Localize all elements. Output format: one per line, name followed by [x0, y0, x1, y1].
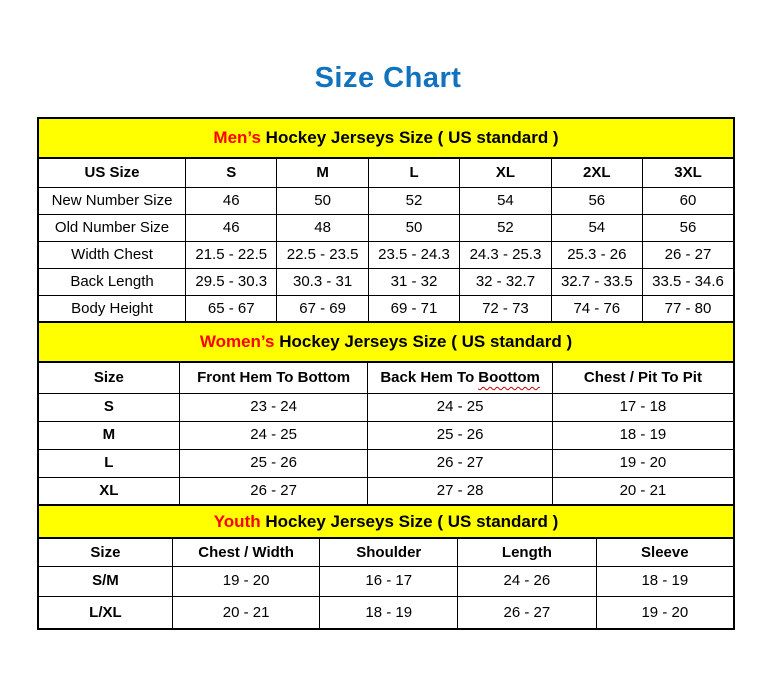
row-label: New Number Size — [38, 187, 186, 214]
table-row — [38, 449, 734, 477]
cell: 30.3 - 31 — [277, 268, 368, 295]
column-header-misspelled — [368, 362, 552, 393]
table-row — [38, 268, 734, 295]
table-row — [38, 393, 734, 421]
youth-section-title — [38, 505, 734, 538]
cell: 50 — [368, 214, 459, 241]
cell: 52 — [460, 214, 551, 241]
mens-column-header-row — [38, 158, 734, 187]
mens-title-accent: Men’s — [213, 128, 261, 148]
cell: 56 — [551, 187, 642, 214]
column-header: L — [368, 158, 459, 187]
cell: 20 - 21 — [172, 596, 320, 629]
womens-section-title — [38, 322, 734, 362]
page-title: Size Chart — [314, 62, 462, 94]
row-label: M — [38, 421, 179, 449]
mens-section-title — [38, 118, 734, 158]
mens-section-header — [38, 118, 734, 158]
cell: 54 — [460, 187, 551, 214]
row-label: S/M — [38, 566, 172, 596]
column-header: S — [186, 158, 277, 187]
column-header: XL — [460, 158, 551, 187]
youth-title-rest: Hockey Jerseys Size ( US standard ) — [260, 511, 559, 531]
cell: 26 - 27 — [179, 477, 368, 505]
cell: 26 - 27 — [368, 449, 552, 477]
tables-container — [37, 117, 735, 630]
table-row — [38, 477, 734, 505]
cell: 24 - 25 — [368, 393, 552, 421]
cell: 56 — [643, 214, 735, 241]
youth-size-table — [37, 504, 735, 630]
row-label: Back Length — [38, 268, 186, 295]
womens-column-header-row — [38, 362, 734, 393]
cell: 52 — [368, 187, 459, 214]
cell: 65 - 67 — [186, 295, 277, 322]
cell: 19 - 20 — [596, 596, 734, 629]
row-label: L/XL — [38, 596, 172, 629]
cell: 24 - 26 — [458, 566, 597, 596]
row-label: Width Chest — [38, 241, 186, 268]
cell: 23 - 24 — [179, 393, 368, 421]
cell: 24.3 - 25.3 — [460, 241, 551, 268]
cell: 19 - 20 — [172, 566, 320, 596]
cell: 23.5 - 24.3 — [368, 241, 459, 268]
column-header: US Size — [38, 158, 186, 187]
cell: 25 - 26 — [179, 449, 368, 477]
cell: 16 - 17 — [320, 566, 458, 596]
cell: 22.5 - 23.5 — [277, 241, 368, 268]
mens-title-rest: Hockey Jerseys Size ( US standard ) — [260, 128, 559, 148]
cell: 48 — [277, 214, 368, 241]
womens-section-header — [38, 322, 734, 362]
cell: 33.5 - 34.6 — [643, 268, 735, 295]
table-row — [38, 214, 734, 241]
cell: 32.7 - 33.5 — [551, 268, 642, 295]
cell: 29.5 - 30.3 — [186, 268, 277, 295]
cell: 67 - 69 — [277, 295, 368, 322]
cell: 32 - 32.7 — [460, 268, 551, 295]
cell: 54 — [551, 214, 642, 241]
row-label: S — [38, 393, 179, 421]
column-header: 2XL — [551, 158, 642, 187]
column-header: Chest / Width — [172, 538, 320, 566]
cell: 17 - 18 — [552, 393, 734, 421]
youth-column-header-row — [38, 538, 734, 566]
cell: 25 - 26 — [368, 421, 552, 449]
youth-title-accent: Youth — [213, 511, 261, 531]
back-hem-prefix: Back Hem To — [380, 369, 475, 387]
cell: 21.5 - 22.5 — [186, 241, 277, 268]
cell: 25.3 - 26 — [551, 241, 642, 268]
cell: 26 - 27 — [458, 596, 597, 629]
cell: 46 — [186, 187, 277, 214]
table-row — [38, 596, 734, 629]
column-header: Length — [458, 538, 597, 566]
cell: 77 - 80 — [643, 295, 735, 322]
mens-size-table — [37, 117, 735, 323]
cell: 18 - 19 — [596, 566, 734, 596]
row-label: Old Number Size — [38, 214, 186, 241]
cell: 26 - 27 — [643, 241, 735, 268]
cell: 46 — [186, 214, 277, 241]
column-header: M — [277, 158, 368, 187]
row-label: Body Height — [38, 295, 186, 322]
column-header: Chest / Pit To Pit — [552, 362, 734, 393]
column-header: Sleeve — [596, 538, 734, 566]
table-row — [38, 295, 734, 322]
column-header: 3XL — [643, 158, 735, 187]
table-row — [38, 566, 734, 596]
cell: 69 - 71 — [368, 295, 459, 322]
column-header: Size — [38, 538, 172, 566]
cell: 19 - 20 — [552, 449, 734, 477]
cell: 27 - 28 — [368, 477, 552, 505]
cell: 72 - 73 — [460, 295, 551, 322]
column-header: Front Hem To Bottom — [179, 362, 368, 393]
youth-section-header — [38, 505, 734, 538]
womens-size-table — [37, 321, 735, 506]
cell: 18 - 19 — [552, 421, 734, 449]
column-header: Shoulder — [320, 538, 458, 566]
cell: 31 - 32 — [368, 268, 459, 295]
row-label: L — [38, 449, 179, 477]
row-label: XL — [38, 477, 179, 505]
column-header: Size — [38, 362, 179, 393]
cell: 60 — [643, 187, 735, 214]
cell: 18 - 19 — [320, 596, 458, 629]
cell: 74 - 76 — [551, 295, 642, 322]
cell: 50 — [277, 187, 368, 214]
back-hem-misspelled-word: Boottom — [478, 369, 540, 387]
table-row — [38, 187, 734, 214]
table-row — [38, 241, 734, 268]
womens-title-rest: Hockey Jerseys Size ( US standard ) — [274, 332, 573, 352]
cell: 24 - 25 — [179, 421, 368, 449]
table-row — [38, 421, 734, 449]
cell: 20 - 21 — [552, 477, 734, 505]
womens-title-accent: Women’s — [199, 332, 275, 352]
